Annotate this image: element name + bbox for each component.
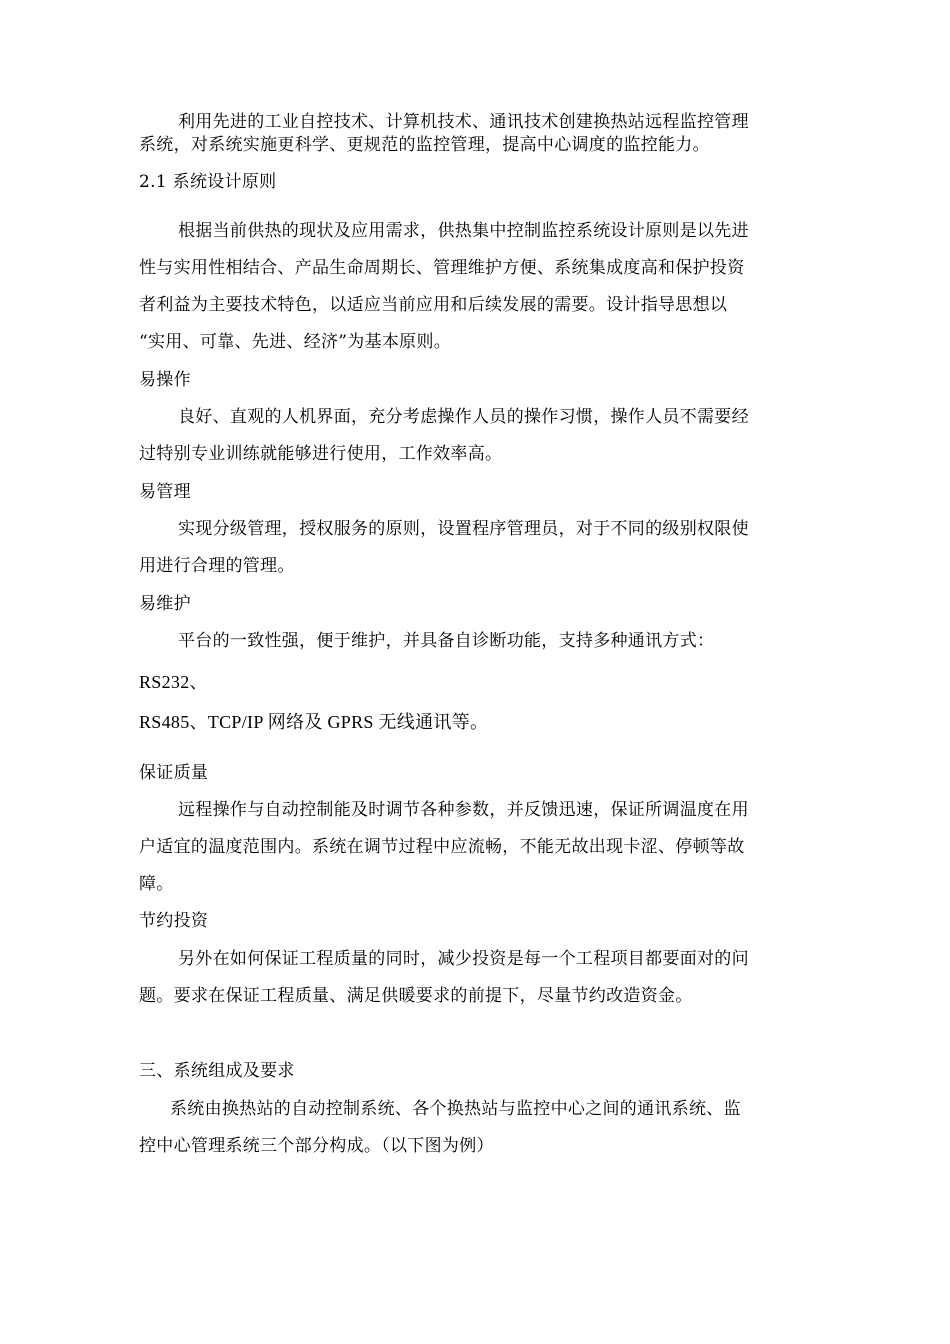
paragraph-line: 平台的一致性强，便于维护，并具备自诊断功能，支持多种通讯方式： [178,631,715,651]
paragraph-line: 控中心管理系统三个部分构成。（以下图为例） [139,1136,494,1156]
paragraph-line: 者利益为主要技术特色，以适应当前应用和后续发展的需要。设计指导思想以 [139,295,728,315]
paragraph-line: “实用、可靠、先进、经济”为基本原则。 [139,332,452,352]
paragraph-line: 良好、直观的人机界面，充分考虑操作人员的操作习惯，操作人员不需要经 [178,407,749,427]
paragraph-line: 远程操作与自动控制能及时调节各种参数，并反馈迅速，保证所调温度在用 [178,800,749,820]
subheading-save-investment: 节约投资 [139,911,209,931]
subheading-quality-assurance: 保证质量 [139,763,209,783]
paragraph-line: 根据当前供热的现状及应用需求，供热集中控制监控系统设计原则是以先进 [178,221,749,241]
paragraph-line: 过特别专业训练就能够进行使用，工作效率高。 [139,444,503,464]
paragraph-line: 户适宜的温度范围内。系统在调节过程中应流畅，不能无故出现卡涩、停顿等故 [139,837,745,857]
paragraph-line: RS232、 [139,672,208,692]
paragraph-line: 系统，对系统实施更科学、更规范的监控管理，提高中心调度的监控能力。 [139,135,710,155]
paragraph-line: RS485、TCP/IP 网络及 GPRS 无线通讯等。 [139,712,489,732]
subheading-easy-management: 易管理 [139,482,191,502]
section-heading-3: 三、系统组成及要求 [139,1061,295,1081]
paragraph-line: 用进行合理的管理。 [139,556,295,576]
subheading-easy-maintenance: 易维护 [139,594,191,614]
subheading-easy-operation: 易操作 [139,370,191,390]
paragraph-line: 利用先进的工业自控技术、计算机技术、通讯技术创建换热站远程监控管理 [178,112,749,132]
section-heading-2-1: 2.1 系统设计原则 [139,172,277,192]
paragraph-line: 实现分级管理，授权服务的原则，设置程序管理员，对于不同的级别权限使 [178,519,749,539]
paragraph-line: 另外在如何保证工程质量的同时，减少投资是每一个工程项目都要面对的问 [178,949,749,969]
paragraph-line: 性与实用性相结合、产品生命周期长、管理维护方便、系统集成度高和保护投资 [139,258,745,278]
paragraph-line: 题。要求在保证工程质量、满足供暖要求的前提下，尽量节约改造资金。 [139,986,693,1006]
paragraph-line: 系统由换热站的自动控制系统、各个换热站与监控中心之间的通讯系统、监 [170,1099,741,1119]
paragraph-line: 障。 [139,874,174,894]
